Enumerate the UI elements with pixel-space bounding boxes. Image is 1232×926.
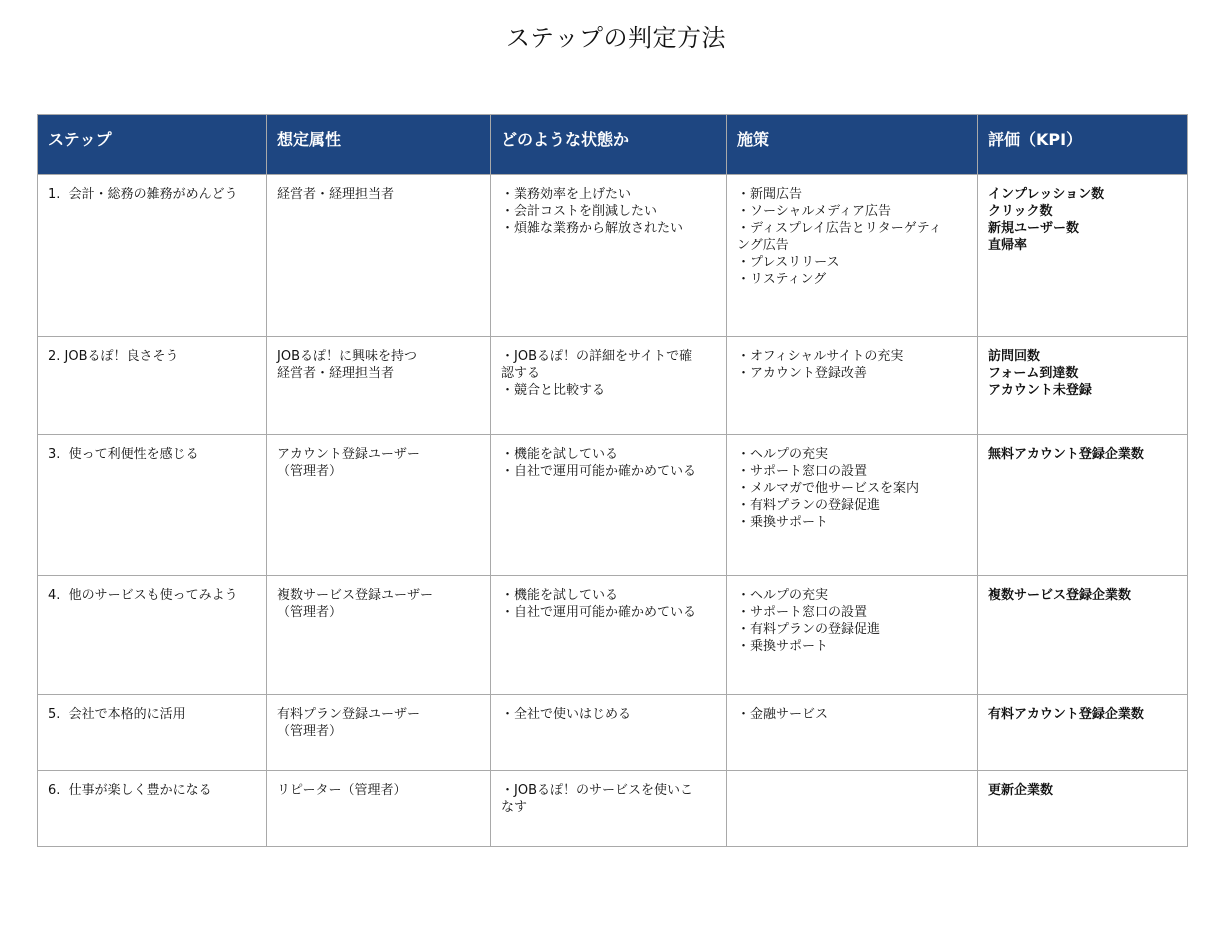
cell-state-line: ・JOBるぽ！の詳細をサイトで確 (501, 349, 693, 364)
header-kpi: 評価（KPI） (978, 115, 1188, 175)
cell-state (491, 771, 727, 847)
cell-step (38, 175, 267, 337)
cell-step-line: 5. 会社で本格的に活用 (48, 707, 186, 722)
cell-kpi-line: 更新企業数 (988, 783, 1054, 798)
table-row (38, 695, 1188, 771)
cell-state (491, 435, 727, 576)
header-attribute: 想定属性 (267, 115, 491, 175)
cell-kpi (978, 771, 1188, 847)
cell-measures-line: ・アカウント登録改善 (737, 366, 867, 381)
cell-attribute (267, 695, 491, 771)
cell-step-line: 2. JOBるぽ！良さそう (48, 349, 179, 364)
cell-kpi (978, 175, 1188, 337)
cell-kpi-line: 無料アカウント登録企業数 (988, 447, 1144, 462)
cell-state-line: 認する (501, 366, 541, 381)
cell-kpi-line: フォーム到達数 (988, 366, 1079, 381)
cell-state-line: ・煩雑な業務から解放されたい (501, 221, 684, 236)
cell-attribute (267, 337, 491, 435)
cell-state (491, 175, 727, 337)
table-row (38, 576, 1188, 695)
cell-state-line: ・機能を試している (501, 588, 619, 603)
cell-kpi-line: アカウント未登録 (988, 383, 1092, 398)
cell-measures-line: ・ヘルプの充実 (737, 447, 829, 462)
cell-attribute-line: （管理者） (277, 605, 343, 620)
cell-attribute (267, 175, 491, 337)
cell-measures-line: ・有料プランの登録促進 (737, 498, 881, 513)
cell-measures-line: ・サポート窓口の設置 (737, 605, 868, 620)
cell-measures-line: ・メルマガで他サービスを案内 (737, 481, 920, 496)
cell-measures-line: ・ヘルプの充実 (737, 588, 829, 603)
cell-kpi-line: クリック数 (988, 204, 1053, 219)
cell-measures-line: ・ディスプレイ広告とリターゲティ (737, 221, 942, 236)
cell-state-line: ・自社で運用可能か確かめている (501, 605, 697, 620)
page-title: ステップの判定方法 (505, 24, 727, 52)
table-row (38, 435, 1188, 576)
cell-measures (727, 695, 978, 771)
cell-step-line: 3. 使って利便性を感じる (48, 447, 199, 462)
cell-measures-line: ・サポート窓口の設置 (737, 464, 868, 479)
cell-step (38, 771, 267, 847)
cell-measures (727, 337, 978, 435)
cell-measures-line: ・有料プランの登録促進 (737, 622, 881, 637)
header-state: どのような状態か (491, 115, 727, 175)
cell-attribute-line: 経営者・経理担当者 (277, 366, 395, 381)
cell-kpi (978, 337, 1188, 435)
cell-measures-line: ・乗換サポート (737, 515, 829, 530)
cell-attribute (267, 771, 491, 847)
cell-attribute (267, 576, 491, 695)
cell-attribute-line: 有料プラン登録ユーザー (277, 707, 421, 722)
cell-attribute-line: （管理者） (277, 724, 343, 739)
cell-step (38, 337, 267, 435)
cell-state-line: なす (501, 800, 528, 815)
table-header-row (38, 115, 1188, 175)
cell-measures-line: ・乗換サポート (737, 639, 829, 654)
cell-step-line: 1. 会計・総務の雑務がめんどう (48, 187, 238, 202)
cell-measures (727, 576, 978, 695)
cell-kpi (978, 695, 1188, 771)
cell-kpi (978, 435, 1188, 576)
cell-measures-line: ・プレスリリース (737, 255, 840, 270)
cell-state-line: ・全社で使いはじめる (501, 707, 632, 722)
cell-attribute (267, 435, 491, 576)
cell-kpi-line: 複数サービス登録企業数 (988, 588, 1132, 603)
cell-measures-line: ・新聞広告 (737, 187, 803, 202)
cell-attribute-line: 複数サービス登録ユーザー (277, 588, 434, 603)
cell-state (491, 337, 727, 435)
cell-attribute-line: リピーター（管理者） (277, 783, 407, 798)
cell-state-line: ・業務効率を上げたい (501, 187, 632, 202)
cell-measures-line: ・リスティング (737, 272, 827, 287)
table-row (38, 771, 1188, 847)
cell-state-line: ・JOBるぽ！のサービスを使いこ (501, 783, 693, 798)
header-step: ステップ (38, 115, 267, 175)
cell-step-line: 6. 仕事が楽しく豊かになる (48, 783, 212, 798)
cell-step-line: 4. 他のサービスも使ってみよう (48, 588, 238, 603)
kpi-table (37, 114, 1188, 847)
cell-state-line: ・会計コストを削減したい (501, 204, 658, 219)
cell-kpi-line: 訪問回数 (988, 349, 1041, 364)
cell-measures (727, 771, 978, 847)
cell-state-line: ・競合と比較する (501, 383, 606, 398)
cell-state-line: ・自社で運用可能か確かめている (501, 464, 697, 479)
cell-state (491, 695, 727, 771)
cell-measures (727, 175, 978, 337)
table-row (38, 337, 1188, 435)
cell-attribute-line: JOBるぽ！に興味を持つ (277, 349, 417, 364)
cell-kpi-line: 直帰率 (988, 238, 1028, 253)
cell-kpi-line: 有料アカウント登録企業数 (988, 707, 1144, 722)
cell-measures-line: ・金融サービス (737, 707, 829, 722)
cell-attribute-line: （管理者） (277, 464, 343, 479)
cell-measures-line: ング広告 (737, 238, 789, 253)
cell-measures-line: ・ソーシャルメディア広告 (737, 204, 892, 219)
cell-kpi-line: インプレッション数 (988, 187, 1105, 202)
cell-state-line: ・機能を試している (501, 447, 619, 462)
cell-state (491, 576, 727, 695)
cell-step (38, 435, 267, 576)
cell-kpi-line: 新規ユーザー数 (988, 221, 1080, 236)
cell-step (38, 695, 267, 771)
cell-step (38, 576, 267, 695)
header-measures: 施策 (727, 115, 978, 175)
cell-measures-line: ・オフィシャルサイトの充実 (737, 349, 904, 364)
cell-attribute-line: アカウント登録ユーザー (277, 447, 420, 462)
cell-attribute-line: 経営者・経理担当者 (277, 187, 395, 202)
cell-kpi (978, 576, 1188, 695)
cell-measures (727, 435, 978, 576)
table-row (38, 175, 1188, 337)
